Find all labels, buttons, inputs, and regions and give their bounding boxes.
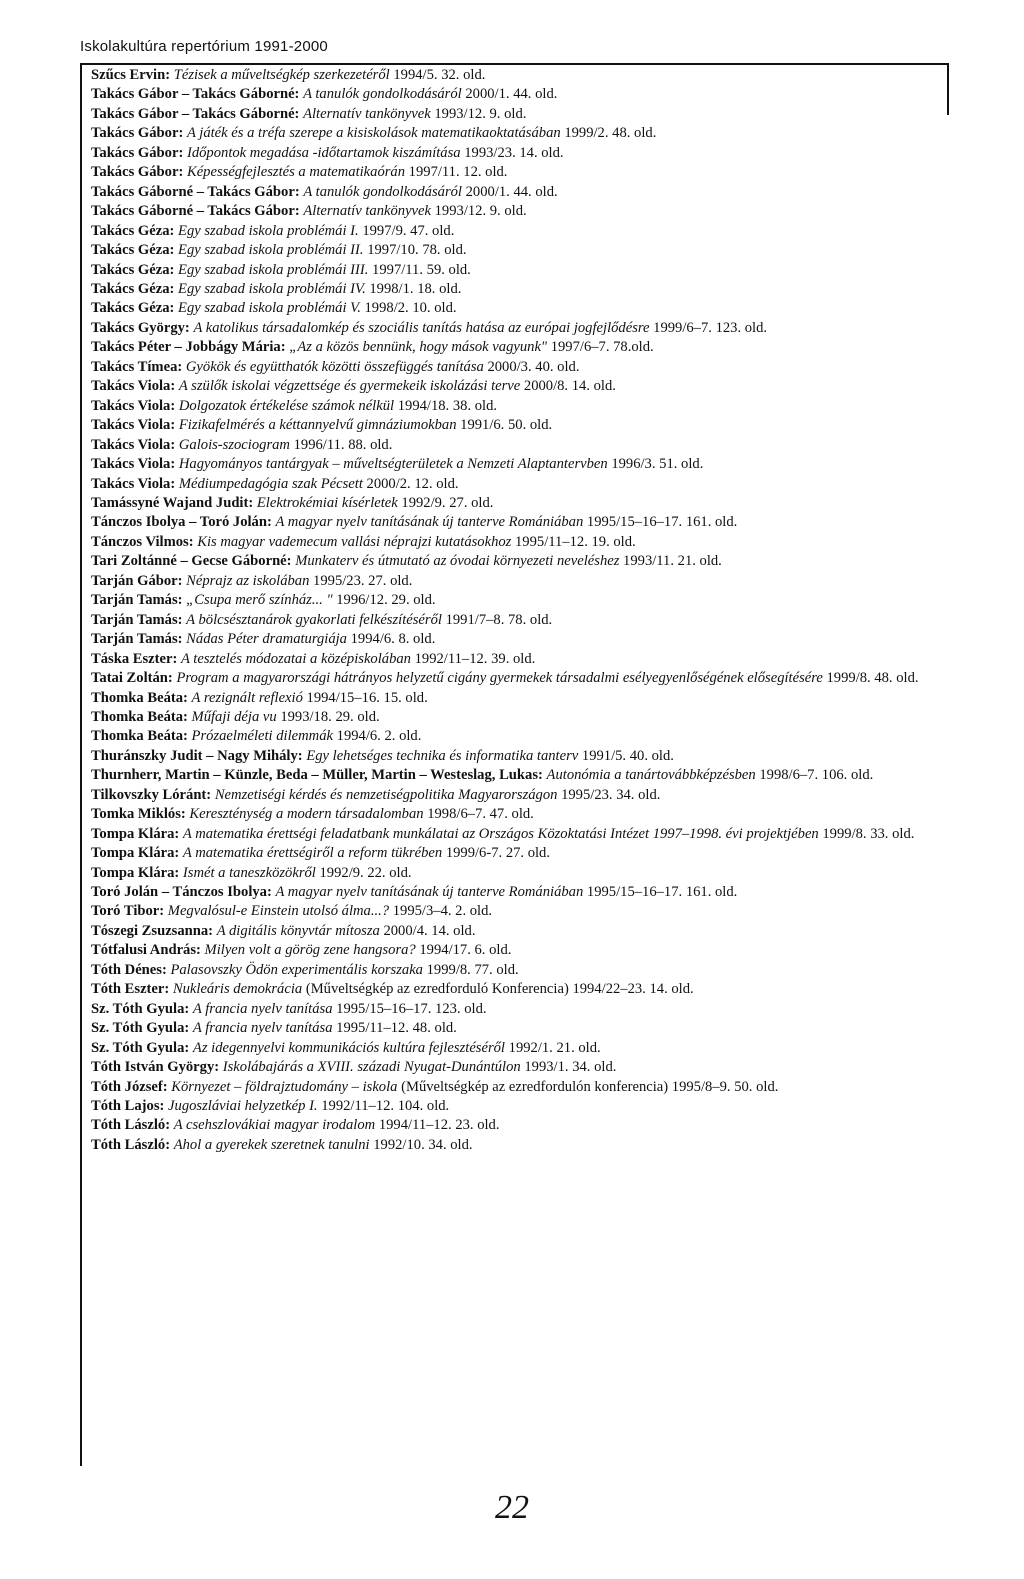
- entry-reference: 1999/8. 33. old.: [818, 825, 915, 842]
- entry-reference: 1997/10. 78. old.: [363, 242, 467, 259]
- entry-reference: 1994/5. 32. old.: [389, 67, 486, 83]
- entry-title: Fizikafelmérés a kéttannyelvű gimnáziumokban: [178, 417, 457, 434]
- entry-title: A tanulók gondolkodásáról: [303, 183, 462, 200]
- bibliography-entry: [91, 747, 941, 766]
- entry-author: Takács Viola:: [91, 417, 176, 434]
- entry-author: Takács Viola:: [91, 436, 176, 453]
- entry-title: Nukleáris demokrácia: [172, 981, 303, 998]
- entry-title: Dolgozatok értékelése számok nélkül: [178, 397, 395, 414]
- entry-reference: 1997/6–7. 78.old.: [547, 339, 654, 356]
- entry-reference: 1993/11. 21. old.: [619, 553, 722, 570]
- entry-reference: (Műveltségkép az ezredfordulón konferencia) 1995/8–9. 50. old.: [397, 1078, 779, 1095]
- bibliography-entry: [91, 1097, 941, 1116]
- entry-author: Takács Viola:: [91, 456, 176, 473]
- entry-author: Takács Gábor:: [91, 125, 184, 142]
- bibliography-entry: [91, 397, 941, 416]
- entry-reference: 1999/6-7. 27. old.: [442, 845, 551, 862]
- bibliography-entry: [91, 416, 941, 435]
- entry-author: Takács Gábor:: [91, 144, 184, 161]
- entry-title: Ismét a taneszközökről: [182, 864, 316, 881]
- entry-title: Program a magyarországi hátrányos helyzetű cigány gyermekek társadalmi esélyegyenlőségének elősegítésére: [176, 670, 823, 687]
- bibliography-entry: [91, 1116, 941, 1135]
- entry-title: Egy lehetséges technika és informatika tanterv: [306, 747, 579, 764]
- entry-reference: 1994/11–12. 23. old.: [375, 1117, 500, 1134]
- entry-author: Thomka Beáta:: [91, 708, 188, 725]
- bibliography-entry: [91, 864, 941, 883]
- entry-author: Takács Gáborné – Takács Gábor:: [91, 183, 300, 200]
- entry-reference: 1995/15–16–17. 161. old.: [583, 514, 738, 531]
- entry-title: Műfaji déja vu: [191, 708, 277, 725]
- bibliography-entry: [91, 377, 941, 396]
- entry-reference: 1994/18. 38. old.: [394, 397, 498, 414]
- entry-title: Képességfejlesztés a matematikaórán: [186, 164, 406, 181]
- entry-reference: 1994/17. 6. old.: [415, 942, 512, 959]
- entry-author: Tóth László:: [91, 1136, 171, 1153]
- entry-title: Az idegennyelvi kommunikációs kultúra fejlesztéséről: [192, 1039, 505, 1056]
- entry-author: Szűcs Ervin:: [91, 67, 171, 83]
- entry-title: Egy szabad iskola problémái III.: [178, 261, 369, 278]
- entry-author: Táska Eszter:: [91, 650, 178, 667]
- entry-title: Elektrokémiai kísérletek: [256, 494, 398, 511]
- bibliography-entry: [91, 961, 941, 980]
- entry-author: Takács Gábor:: [91, 164, 184, 181]
- entry-reference: 1999/6–7. 123. old.: [649, 319, 768, 336]
- entry-title: Ahol a gyerekek szeretnek tanulni: [173, 1136, 370, 1153]
- entry-author: Tarján Gábor:: [91, 572, 183, 589]
- bibliography-entry: [91, 572, 941, 591]
- entry-reference: 1996/11. 88. old.: [289, 436, 393, 453]
- bibliography-entry: [91, 844, 941, 863]
- entry-reference: 1991/5. 40. old.: [578, 747, 674, 764]
- entry-author: Tatai Zoltán:: [91, 670, 173, 687]
- entry-title: Prózaelméleti dilemmák: [191, 728, 333, 745]
- bibliography-entry: [91, 66, 941, 85]
- entry-reference: 1998/6–7. 106. old.: [755, 767, 874, 784]
- bibliography-entry: [91, 358, 941, 377]
- entry-author: Takács Péter – Jobbágy Mária:: [91, 339, 286, 356]
- entry-author: Takács Gábor – Takács Gáborné:: [91, 86, 300, 103]
- entry-reference: 1995/23. 34. old.: [557, 786, 661, 803]
- entry-reference: 1991/6. 50. old.: [456, 417, 553, 434]
- entry-title: Környezet – földrajztudomány – iskola: [171, 1078, 398, 1095]
- entry-author: Tompa Klára:: [91, 845, 180, 862]
- entry-title: A bölcsésztanárok gyakorlati felkészítéséről: [186, 611, 442, 628]
- entry-title: A tanulók gondolkodásáról: [303, 86, 462, 103]
- entry-title: Egy szabad iskola problémái V.: [178, 300, 361, 317]
- entry-author: Thomka Beáta:: [91, 689, 188, 706]
- entry-reference: 1994/6. 2. old.: [333, 728, 422, 745]
- entry-author: Tompa Klára:: [91, 864, 180, 881]
- entry-reference: 1999/8. 48. old.: [822, 670, 919, 687]
- entry-title: Kereszténység a modern társadalomban: [189, 806, 424, 823]
- entry-reference: 1996/3. 51. old.: [607, 456, 704, 473]
- bibliography-entry: [91, 338, 941, 357]
- entry-author: Takács Viola:: [91, 378, 176, 395]
- entry-author: Takács Géza:: [91, 261, 175, 278]
- entry-title: A játék és a tréfa szerepe a kisiskolások matematikaoktatásában: [186, 125, 561, 142]
- entry-author: Tarján Tamás:: [91, 611, 183, 628]
- bibliography-entry: [91, 611, 941, 630]
- entry-title: Egy szabad iskola problémái II.: [178, 242, 364, 259]
- bibliography-entry: [91, 436, 941, 455]
- entry-author: Sz. Tóth Gyula:: [91, 1039, 190, 1056]
- bibliography-entry: [91, 222, 941, 241]
- bibliography-entry: [91, 105, 941, 124]
- entry-reference: 1993/23. 14. old.: [460, 144, 564, 161]
- entry-reference: 1997/11. 59. old.: [368, 261, 471, 278]
- entry-author: Toró Jolán – Tánczos Ibolya:: [91, 884, 272, 901]
- entry-title: Gyökök és együtthatók közötti összefüggés tanítása: [185, 358, 484, 375]
- right-margin-rule: [947, 63, 949, 115]
- bibliography-entry: [91, 689, 941, 708]
- bibliography-entry: [91, 163, 941, 182]
- entry-title: Jugoszláviai helyzetkép I.: [168, 1098, 318, 1115]
- entry-title: Egy szabad iskola problémái I.: [178, 222, 359, 239]
- entry-title: Munkaterv és útmutató az óvodai környezeti neveléshez: [295, 553, 620, 570]
- entry-title: Időpontok megadása -időtartamok kiszámítása: [186, 144, 461, 161]
- entry-reference: 1995/15–16–17. 161. old.: [583, 884, 738, 901]
- entry-reference: 2000/2. 12. old.: [362, 475, 459, 492]
- entry-author: Tóth Dénes:: [91, 961, 167, 978]
- entry-title: A digitális könyvtár mítosza: [216, 922, 380, 939]
- entry-title: A francia nyelv tanítása: [192, 1020, 333, 1037]
- entry-title: „Az a közös bennünk, hogy mások vagyunk": [289, 339, 548, 356]
- bibliography-entry: [91, 1039, 941, 1058]
- bibliography-list: [91, 66, 941, 1155]
- entry-title: A rezignált reflexió: [191, 689, 303, 706]
- entry-author: Tarján Tamás:: [91, 631, 183, 648]
- entry-author: Thuránszky Judit – Nagy Mihály:: [91, 747, 303, 764]
- entry-reference: 1999/2. 48. old.: [560, 125, 657, 142]
- bibliography-entry: [91, 280, 941, 299]
- entry-author: Tóth Eszter:: [91, 981, 170, 998]
- bibliography-entry: [91, 669, 941, 688]
- entry-author: Tánczos Vilmos:: [91, 533, 194, 550]
- entry-author: Tóth Lajos:: [91, 1098, 165, 1115]
- entry-author: Takács Géza:: [91, 300, 175, 317]
- entry-reference: 1993/12. 9. old.: [430, 203, 527, 220]
- bibliography-entry: [91, 883, 941, 902]
- entry-reference: 1999/8. 77. old.: [422, 961, 519, 978]
- entry-author: Takács Géza:: [91, 222, 175, 239]
- bibliography-entry: [91, 475, 941, 494]
- entry-reference: 1995/11–12. 19. old.: [511, 533, 636, 550]
- bibliography-entry: [91, 124, 941, 143]
- entry-reference: 1996/12. 29. old.: [332, 592, 436, 609]
- entry-title: Nemzetiségi kérdés és nemzetiségpolitika Magyarországon: [214, 786, 558, 803]
- bibliography-entry: [91, 902, 941, 921]
- entry-author: Takács Tímea:: [91, 358, 183, 375]
- entry-title: Hagyományos tantárgyak – műveltségterületek a Nemzeti Alaptantervben: [178, 456, 608, 473]
- bibliography-entry: [91, 786, 941, 805]
- entry-author: Tótfalusi András:: [91, 942, 201, 959]
- entry-title: Megvalósul-e Einstein utolsó álma...?: [167, 903, 390, 920]
- entry-author: Tánczos Ibolya – Toró Jolán:: [91, 514, 272, 531]
- bibliography-entry: [91, 1019, 941, 1038]
- entry-author: Takács Géza:: [91, 242, 175, 259]
- entry-author: Tari Zoltánné – Gecse Gáborné:: [91, 553, 292, 570]
- bibliography-entry: [91, 144, 941, 163]
- entry-title: Alternatív tankönyvek: [303, 203, 431, 220]
- bibliography-entry: [91, 727, 941, 746]
- bibliography-entry: [91, 455, 941, 474]
- bibliography-entry: [91, 708, 941, 727]
- entry-title: Iskolábajárás a XVIII. századi Nyugat-Dunántúlon: [222, 1059, 521, 1076]
- entry-reference: 1998/6–7. 47. old.: [423, 806, 534, 823]
- bibliography-entry: [91, 319, 941, 338]
- entry-title: Galois-szociogram: [178, 436, 290, 453]
- entry-reference: 1997/9. 47. old.: [358, 222, 455, 239]
- bibliography-entry: [91, 202, 941, 221]
- bibliography-entry: [91, 941, 941, 960]
- entry-reference: 1992/10. 34. old.: [369, 1136, 473, 1153]
- entry-author: Tóth István György:: [91, 1059, 220, 1076]
- bibliography-entry: [91, 241, 941, 260]
- page-number: 22: [495, 1489, 529, 1526]
- entry-title: Médiumpedagógia szak Pécsett: [178, 475, 363, 492]
- entry-author: Tamássyné Wajand Judit:: [91, 494, 254, 511]
- bibliography-entry: [91, 650, 941, 669]
- entry-title: A magyar nyelv tanításának új tanterve Romániában: [275, 514, 584, 531]
- entry-author: Tarján Tamás:: [91, 592, 183, 609]
- entry-title: A matematika érettségiről a reform tükrében: [182, 845, 443, 862]
- entry-author: Takács Gáborné – Takács Gábor:: [91, 203, 300, 220]
- entry-reference: 1992/9. 27. old.: [397, 494, 494, 511]
- bibliography-entry: [91, 552, 941, 571]
- entry-reference: 1997/11. 12. old.: [405, 164, 508, 181]
- entry-author: Takács György:: [91, 319, 190, 336]
- entry-reference: 2000/8. 14. old.: [520, 378, 616, 395]
- entry-title: „Csupa merő színház... ": [186, 592, 333, 609]
- entry-reference: 1994/15–16. 15. old.: [302, 689, 428, 706]
- entry-author: Takács Géza:: [91, 280, 175, 297]
- entry-reference: 1995/15–16–17. 123. old.: [332, 1000, 487, 1017]
- entry-title: Palasovszky Ödön experimentális korszaka: [170, 961, 423, 978]
- entry-reference: 1992/9. 22. old.: [315, 864, 412, 881]
- entry-title: Kis magyar vademecum vallási néprajzi kutatásokhoz: [197, 533, 512, 550]
- left-margin-rule: [80, 63, 82, 1466]
- entry-title: Alternatív tankönyvek: [303, 105, 431, 122]
- entry-title: Milyen volt a görög zene hangsora?: [204, 942, 416, 959]
- bibliography-entry: [91, 630, 941, 649]
- entry-reference: 1992/11–12. 104. old.: [317, 1098, 450, 1115]
- entry-author: Tompa Klára:: [91, 825, 180, 842]
- entry-author: Toró Tibor:: [91, 903, 165, 920]
- entry-author: Takács Gábor – Takács Gáborné:: [91, 105, 300, 122]
- entry-title: A francia nyelv tanítása: [192, 1000, 333, 1017]
- entry-author: Tomka Miklós:: [91, 806, 186, 823]
- entry-title: A tesztelés módozatai a középiskolában: [181, 650, 411, 667]
- bibliography-entry: [91, 85, 941, 104]
- entry-author: Takács Viola:: [91, 475, 176, 492]
- entry-reference: 1993/1. 34. old.: [520, 1059, 617, 1076]
- entry-author: Tilkovszky Lóránt:: [91, 786, 212, 803]
- entry-title: Nádas Péter dramaturgiája: [186, 631, 347, 648]
- entry-author: Thurnherr, Martin – Künzle, Beda – Müller, Martin – Westeslag, Lukas:: [91, 767, 543, 784]
- bibliography-entry: [91, 766, 941, 785]
- entry-title: A katolikus társadalomkép és szociális tanítás hatása az európai jogfejlődésre: [193, 319, 650, 336]
- entry-reference: 1995/3–4. 2. old.: [389, 903, 493, 920]
- bibliography-entry: [91, 1136, 941, 1155]
- bibliography-entry: [91, 513, 941, 532]
- entry-title: Tézisek a műveltségkép szerkezetéről: [173, 67, 390, 83]
- running-header: Iskolakultúra repertórium 1991-2000: [80, 38, 328, 55]
- bibliography-entry: [91, 1000, 941, 1019]
- entry-author: Thomka Beáta:: [91, 728, 188, 745]
- entry-title: A szülők iskolai végzettsége és gyermekeik iskolázási terve: [178, 378, 521, 395]
- entry-reference: 1991/7–8. 78. old.: [441, 611, 553, 628]
- entry-reference: 2000/4. 14. old.: [379, 922, 476, 939]
- entry-author: Tóth József:: [91, 1078, 168, 1095]
- entry-author: Sz. Tóth Gyula:: [91, 1020, 190, 1037]
- entry-reference: 1993/18. 29. old.: [276, 708, 380, 725]
- entry-title: A csehszlovákiai magyar irodalom: [173, 1117, 376, 1134]
- bibliography-entry: [91, 980, 941, 999]
- entry-reference: 1995/11–12. 48. old.: [332, 1020, 457, 1037]
- entry-title: Néprajz az iskolában: [186, 572, 310, 589]
- entry-author: Tószegi Zsuzsanna:: [91, 922, 214, 939]
- bibliography-entry: [91, 922, 941, 941]
- entry-reference: 1998/1. 18. old.: [365, 280, 462, 297]
- entry-author: Sz. Tóth Gyula:: [91, 1000, 190, 1017]
- bibliography-entry: [91, 533, 941, 552]
- header-rule: [80, 63, 948, 65]
- entry-title: Egy szabad iskola problémái IV.: [178, 280, 366, 297]
- bibliography-entry: [91, 494, 941, 513]
- entry-reference: 2000/1. 44. old.: [461, 86, 558, 103]
- entry-title: A magyar nyelv tanításának új tanterve Romániában: [275, 884, 584, 901]
- bibliography-entry: [91, 1078, 941, 1097]
- bibliography-entry: [91, 183, 941, 202]
- entry-reference: 1993/12. 9. old.: [430, 105, 527, 122]
- entry-reference: 1998/2. 10. old.: [360, 300, 457, 317]
- bibliography-entry: [91, 299, 941, 318]
- entry-title: Autonómia a tanártovábbképzésben: [546, 767, 756, 784]
- entry-reference: 1995/23. 27. old.: [309, 572, 413, 589]
- entry-title: A matematika érettségi feladatbank munkálatai az Országos Közoktatási Intézet 1997–1998. évi projektjében: [182, 825, 819, 842]
- entry-reference: 2000/3. 40. old.: [483, 358, 580, 375]
- entry-reference: 1994/6. 8. old.: [346, 631, 436, 648]
- entry-reference: 1992/11–12. 39. old.: [410, 650, 536, 667]
- bibliography-entry: [91, 825, 941, 844]
- entry-reference: 2000/1. 44. old.: [461, 183, 558, 200]
- entry-reference: (Műveltségkép az ezredforduló Konferencia) 1994/22–23. 14. old.: [302, 981, 694, 998]
- bibliography-entry: [91, 591, 941, 610]
- bibliography-entry: [91, 1058, 941, 1077]
- entry-author: Tóth László:: [91, 1117, 171, 1134]
- bibliography-entry: [91, 261, 941, 280]
- entry-author: Takács Viola:: [91, 397, 176, 414]
- bibliography-entry: [91, 805, 941, 824]
- entry-reference: 1992/1. 21. old.: [505, 1039, 601, 1056]
